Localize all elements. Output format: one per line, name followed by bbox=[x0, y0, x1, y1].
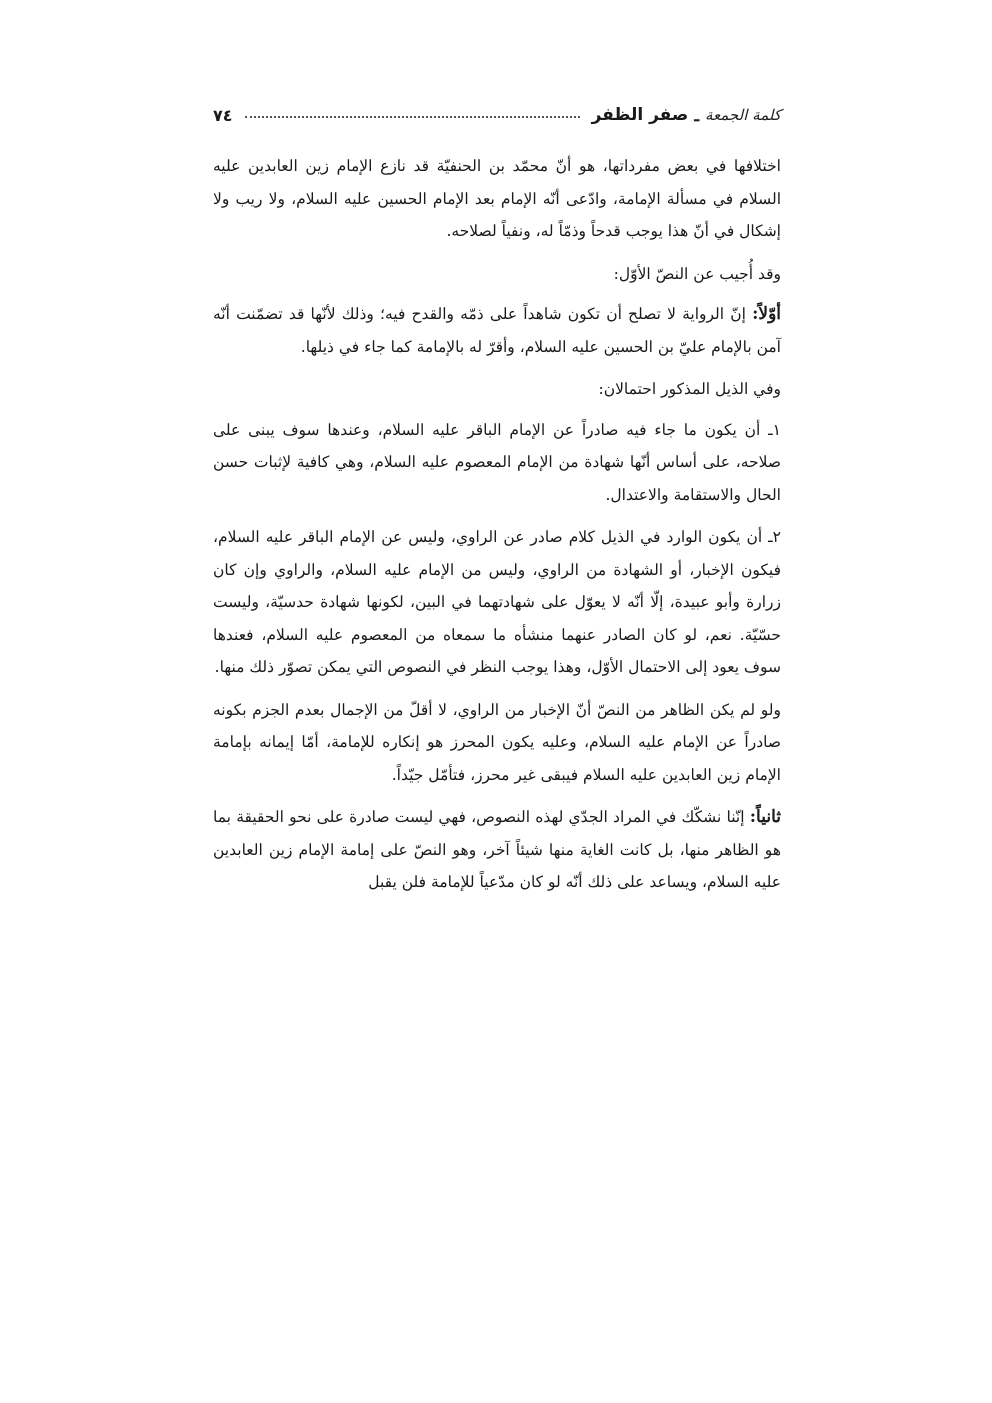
page-number: ٧٤ bbox=[213, 105, 233, 125]
page bbox=[213, 96, 781, 909]
paragraph: ١ـ أن يكون ما جاء فيه صادراً عن الإمام الباقر عليه السلام، وعندها سوف يبنى على صلاحه، على أساس أنّها شهادة من الإمام المعصوم عليه السلام، وهي كافية لإثبات حسن الحال والاستقامة والاعتدال. bbox=[213, 420, 781, 504]
running-header bbox=[213, 96, 781, 134]
paragraph: وقد أُجيب عن النصّ الأوّل: bbox=[613, 264, 781, 283]
paragraph: وفي الذيل المذكور احتمالان: bbox=[598, 380, 781, 398]
paragraph-lead: ثانياً: bbox=[749, 807, 781, 827]
body-text bbox=[213, 150, 781, 899]
paragraph-lead: أوّلاً: bbox=[752, 304, 781, 324]
series-title: كلمة الجمعة bbox=[705, 106, 781, 124]
paragraph: أوّلاً: إنّ الرواية لا تصلح أن تكون شاهداً على ذمّه والقدح فيه؛ وذلك لأنّها قد تضمّنت أنّه آمن بالإمام عليّ بن الحسين عليه السلام، وأقرّ له بالإمامة كما جاء في ذيلها. bbox=[213, 304, 781, 356]
paragraph: ٢ـ أن يكون الوارد في الذيل كلام صادر عن الراوي، وليس عن الإمام الباقر عليه السلام، فيكون الإخبار، أو الشهادة من الراوي، وليس من الإمام عليه السلام، والراوي وإن كان زرارة وأبو عبيدة، إلّا أنّه لا يعوّل على شهادتهما في البين، لكونها شهادة حدسيّة، وليست حسّيّة. نعم، لو كان الصادر عنهما منشأه ما سمعاه من المعصوم عليه السلام، فعندها سوف يعود إلى الاحتمال الأوّل، وهذا يوجب النظر في النصوص التي يمكن تصوّر ذلك منها. bbox=[213, 528, 781, 676]
book-title: صفر الظفر bbox=[591, 105, 689, 125]
paragraph: اختلافها في بعض مفرداتها، هو أنّ محمّد بن الحنفيّة قد نازع الإمام زين العابدين عليه السلام في مسألة الإمامة، وادّعى أنّه الإمام بعد الإمام الحسين عليه السلام، ولا ريب ولا إشكال في أنّ هذا يوجب قدحاً وذمّاً له، ونفياً لصلاحه. bbox=[213, 157, 781, 240]
header-title bbox=[592, 105, 781, 125]
paragraph: ثانياً: إنّنا نشكّك في المراد الجدّي لهذه النصوص، فهي ليست صادرة على نحو الحقيقة بما هو الظاهر منها، بل كانت الغاية منها شيئاً آخر، وهو النصّ على إمامة الإمام زين العابدين عليه السلام، ويساعد على ذلك أنّه لو كان مدّعياً للإمامة فلن يقبل bbox=[213, 807, 781, 891]
paragraph: ولو لم يكن الظاهر من النصّ أنّ الإخبار من الراوي، لا أقلّ من الإجمال بعدم الجزم بكونه صادراً عن الإمام عليه السلام، وعليه يكون المحرز هو إنكاره للإمامة، أمّا إيمانه بإمامة الإمام زين العابدين عليه السلام فيبقى غير محرز، فتأمّل جيّداً. bbox=[213, 700, 781, 784]
title-separator: ـ bbox=[694, 105, 700, 125]
dotted-leader bbox=[245, 116, 580, 118]
